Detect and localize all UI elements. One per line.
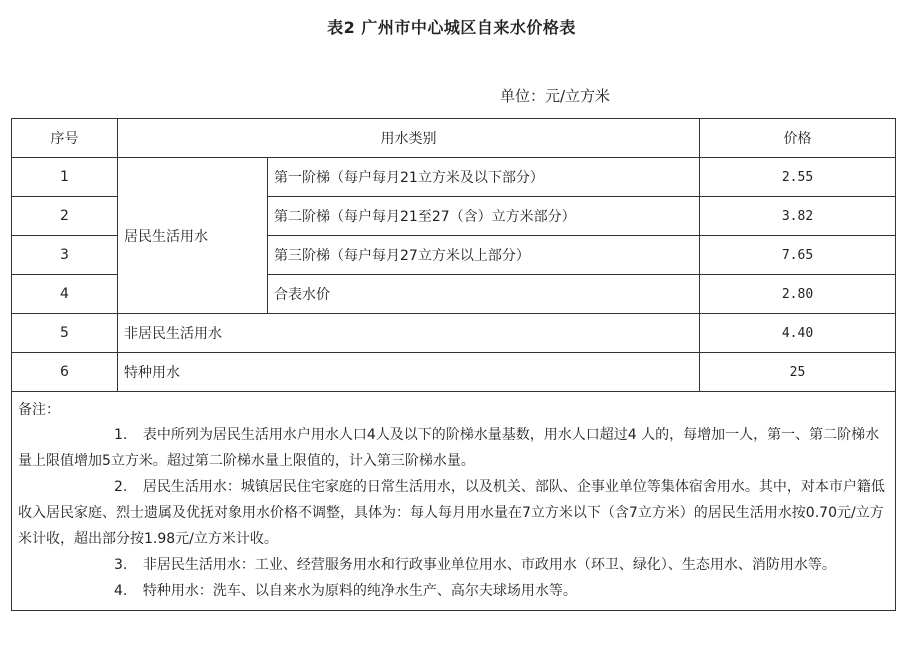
table-row [12, 314, 896, 353]
note-item [18, 422, 889, 474]
row-category: 非居民生活用水 [118, 314, 700, 353]
row-seq: 4 [12, 275, 118, 314]
notes-row [12, 392, 896, 611]
note-item [18, 474, 889, 552]
row-price: 3.82 [700, 197, 896, 236]
note-number: 4. [114, 583, 128, 599]
row-seq: 1 [12, 158, 118, 197]
note-number: 2. [114, 479, 128, 495]
table-row [12, 158, 896, 197]
note-item [18, 552, 889, 578]
table-row [12, 353, 896, 392]
row-price: 2.80 [700, 275, 896, 314]
table-header-row [12, 119, 896, 158]
header-seq: 序号 [12, 119, 118, 158]
row-price: 4.40 [700, 314, 896, 353]
note-number: 1. [114, 427, 128, 443]
row-seq: 3 [12, 236, 118, 275]
unit-label: 单位：元/立方米 [500, 87, 611, 105]
residential-category: 居民生活用水 [118, 158, 268, 314]
row-tier: 第二阶梯（每户每月21至27（含）立方米部分） [268, 197, 700, 236]
header-category: 用水类别 [118, 119, 700, 158]
price-table [11, 118, 896, 611]
row-tier: 合表水价 [268, 275, 700, 314]
row-tier: 第三阶梯（每户每月27立方米以上部分） [268, 236, 700, 275]
note-text: 特种用水：洗车、以自来水为原料的纯净水生产、高尔夫球场用水等。 [142, 583, 577, 599]
note-item [18, 578, 889, 604]
row-tier: 第一阶梯（每户每月21立方米及以下部分） [268, 158, 700, 197]
row-seq: 2 [12, 197, 118, 236]
notes-title: 备注： [18, 402, 60, 418]
row-price: 7.65 [700, 236, 896, 275]
note-text: 表中所列为居民生活用水户用水人口4人及以下的阶梯水量基数，用水人口超过4 人的，每增加一人，第一、第二阶梯水量上限值增加5立方米。超过第二阶梯水量上限值的，计入第三阶梯水量。 [18, 427, 880, 469]
note-text: 居民生活用水：城镇居民住宅家庭的日常生活用水，以及机关、部队、企事业单位等集体宿舍用水。其中，对本市户籍低收入居民家庭、烈士遗属及优抚对象用水价格不调整，具体为：每人每月用水量在7立方米以下（含7立方米）的居民生活用水按0.70元/立方米计收，超出部分按1.98元/立方米计收。 [18, 479, 885, 547]
row-seq: 5 [12, 314, 118, 353]
row-seq: 6 [12, 353, 118, 392]
notes-cell [12, 392, 896, 611]
note-number: 3. [114, 557, 128, 573]
row-price: 2.55 [700, 158, 896, 197]
page-title: 表2 广州市中心城区自来水价格表 [327, 18, 576, 37]
header-price: 价格 [700, 119, 896, 158]
row-category: 特种用水 [118, 353, 700, 392]
note-text: 非居民生活用水：工业、经营服务用水和行政事业单位用水、市政用水（环卫、绿化）、生态用水、消防用水等。 [142, 557, 836, 573]
row-price: 25 [700, 353, 896, 392]
